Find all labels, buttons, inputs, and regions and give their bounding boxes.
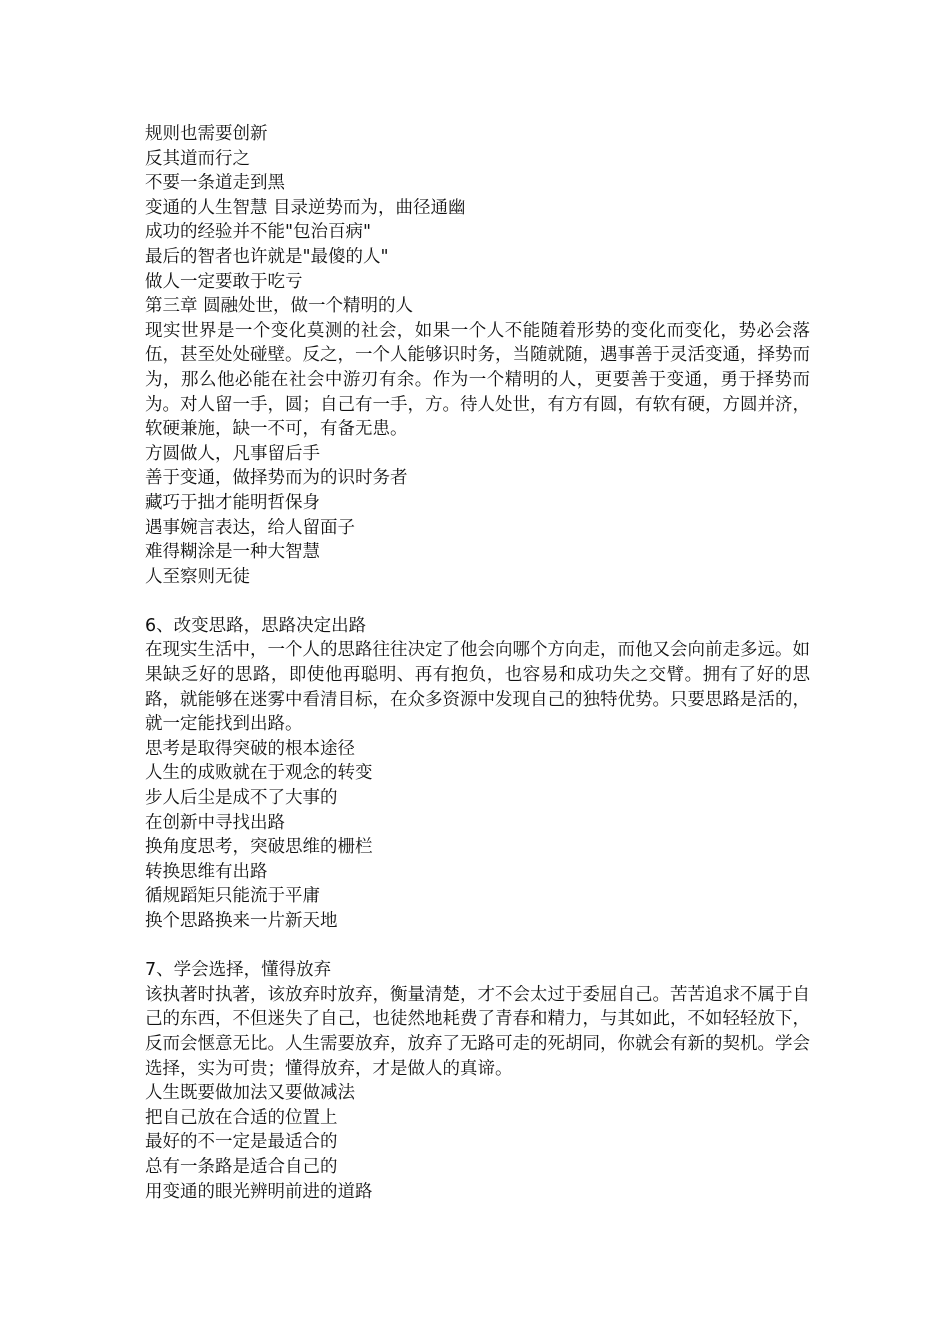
- toc-line: 规则也需要创新: [145, 124, 268, 144]
- toc-line: 善于变通，做择势而为的识时务者: [145, 468, 408, 489]
- toc-line: 不要一条道走到黑: [145, 173, 285, 194]
- toc-line: 做人一定要敢于吃亏: [145, 271, 303, 292]
- toc-line: 遇事婉言表达，给人留面子: [145, 517, 355, 538]
- toc-line: 藏巧于拙才能明哲保身: [145, 492, 320, 513]
- blank-line: [145, 589, 810, 614]
- section-7-item: 人生既要做加法又要做减法: [145, 1083, 355, 1104]
- section-6-item: 换角度思考，突破思维的栅栏: [145, 837, 373, 858]
- section-7-paragraph: 该执著时执著，该放弃时放弃，衡量清楚，才不会太过于委屈自己。苦苦追求不属于自己的东西，不但迷失了自己，也徒然地耗费了青春和精力，与其如此，不如轻轻放下，反而会惬意无比。人生需要放弃，放弃了无路可走的死胡同，你就会有新的契机。学会选择，实为可贵；懂得放弃，才是做人的真谛。: [145, 984, 810, 1079]
- toc-line: 变通的人生智慧 目录逆势而为，曲径通幽: [145, 197, 466, 218]
- section-6-heading: 6、改变思路，思路决定出路: [145, 615, 367, 636]
- toc-line: 最后的智者也许就是"最傻的人": [145, 246, 389, 267]
- section-7-item: 最好的不一定是最适合的: [145, 1132, 338, 1153]
- section-7-item: 把自己放在合适的位置上: [145, 1107, 338, 1128]
- section-6-item: 转换思维有出路: [145, 861, 268, 882]
- section-6-item: 换个思路换来一片新天地: [145, 911, 338, 931]
- section-6-paragraph: 在现实生活中，一个人的思路往往决定了他会向哪个方向走，而他又会向前走多远。如果缺乏好的思路，即使他再聪明、再有抱负，也容易和成功失之交臂。拥有了好的思路，就能够在迷雾中看清目标，在众多资源中发现自己的独特优势。只要思路是活的，就一定能找到出路。: [145, 640, 810, 735]
- section-6-item: 循规蹈矩只能流于平庸: [145, 886, 320, 907]
- toc-line: 成功的经验并不能"包治百病": [145, 222, 372, 243]
- blank-line: [145, 934, 810, 959]
- section-6-item: 步人后尘是成不了大事的: [145, 788, 338, 809]
- section-7-heading: 7、学会选择，懂得放弃: [145, 960, 332, 981]
- chapter-paragraph: 现实世界是一个变化莫测的社会，如果一个人不能随着形势的变化而变化，势必会落伍，甚至处处碰壁。反之，一个人能够识时务，当随就随，遇事善于灵活变通，择势而为，那么他必能在社会中游刃有余。作为一个精明的人，更要善于变通，勇于择势而为。对人留一手，圆；自己有一手，方。待人处世，有方有圆，有软有硬，方圆并济，软硬兼施，缺一不可，有备无患。: [145, 320, 810, 440]
- section-7-item: 总有一条路是适合自己的: [145, 1156, 338, 1177]
- section-6-item: 人生的成败就在于观念的转变: [145, 763, 373, 784]
- toc-line: 方圆做人，凡事留后手: [145, 443, 320, 464]
- document-body: [145, 122, 810, 1204]
- toc-line: 反其道而行之: [145, 148, 250, 169]
- section-6-item: 在创新中寻找出路: [145, 812, 285, 833]
- toc-line: 难得糊涂是一种大智慧: [145, 542, 320, 563]
- section-6-item: 思考是取得突破的根本途径: [145, 738, 355, 759]
- toc-line: 人至察则无徒: [145, 566, 250, 587]
- chapter-heading: 第三章 圆融处世，做一个精明的人: [145, 296, 414, 317]
- section-7-item: 用变通的眼光辨明前进的道路: [145, 1181, 373, 1202]
